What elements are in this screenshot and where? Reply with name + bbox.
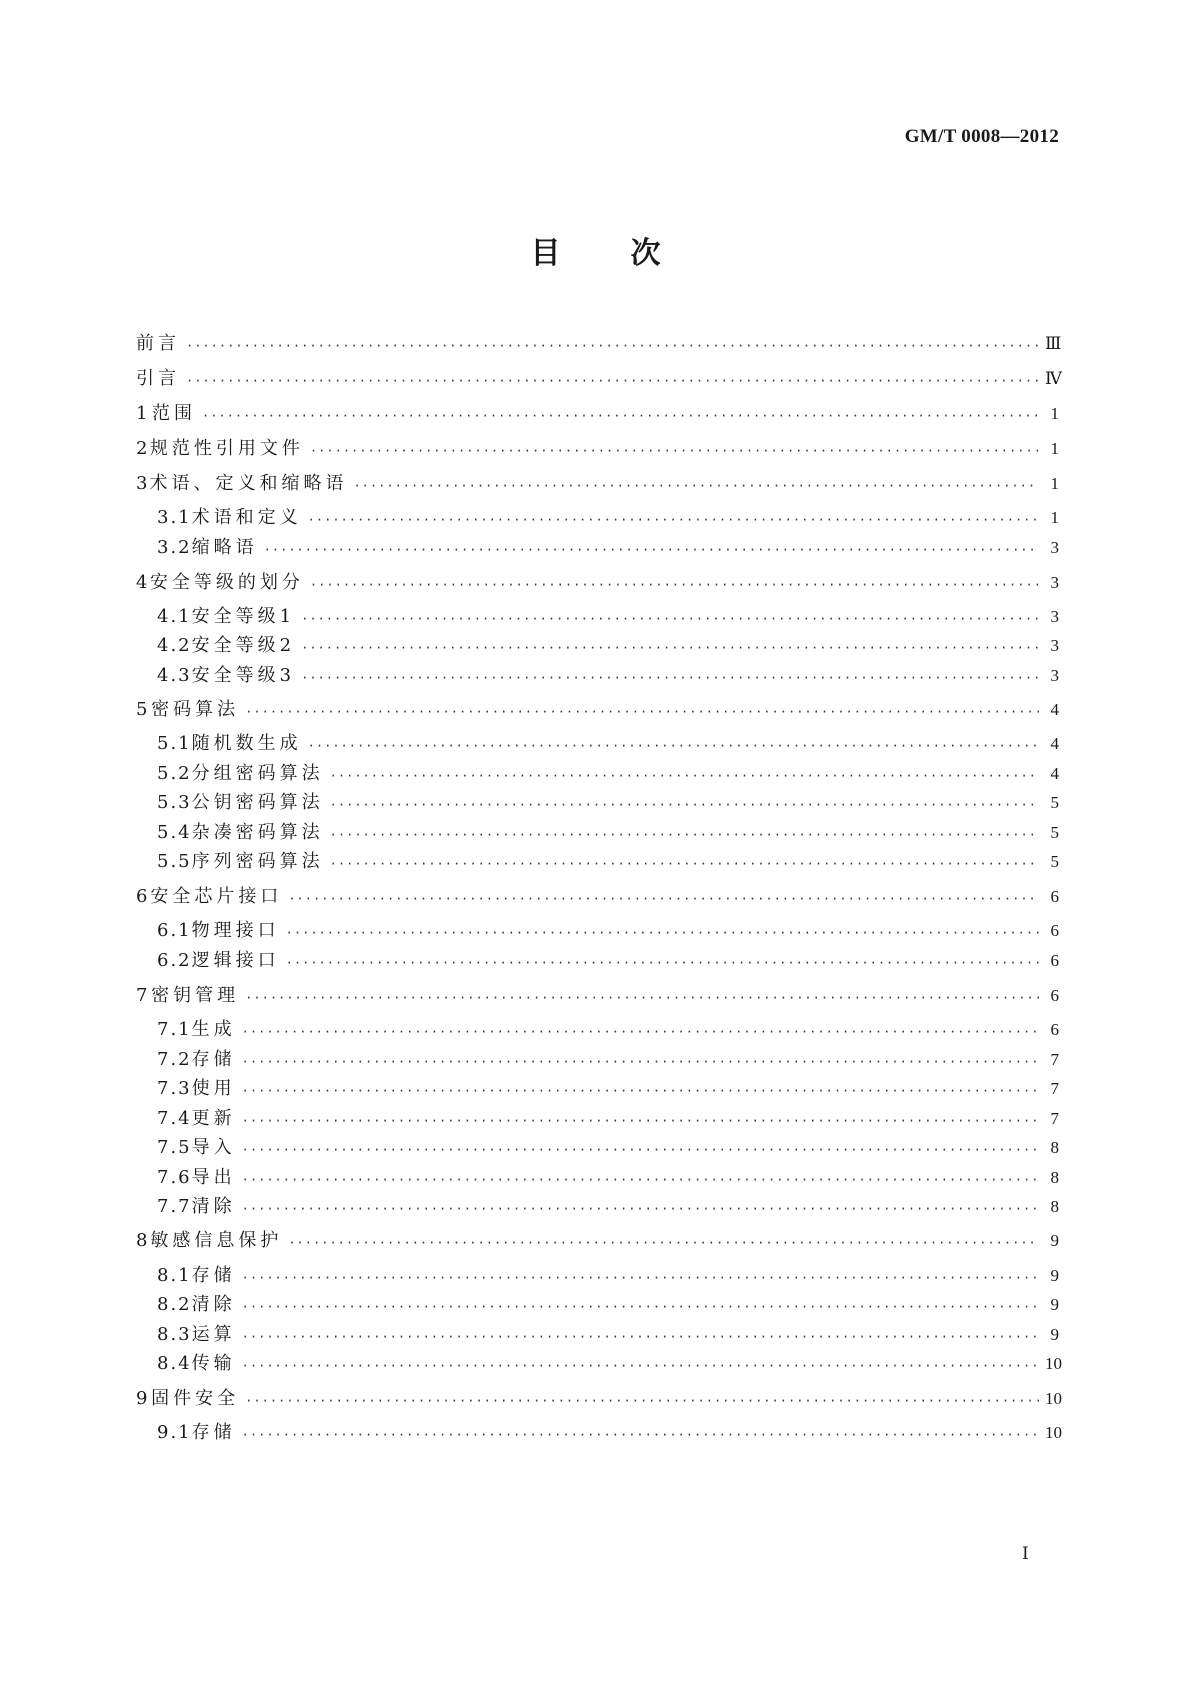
title-char-2: 次 xyxy=(630,236,661,271)
toc-dot-leader xyxy=(301,638,1039,658)
toc-entry-page: 7 xyxy=(1050,1109,1059,1128)
toc-entry-number: 5.4 xyxy=(157,822,192,843)
toc-entry-label: 规范性引用文件 xyxy=(149,438,304,459)
toc-entry-page: 3 xyxy=(1050,607,1059,626)
toc-dot-leader xyxy=(264,540,1039,560)
toc-entry-number: 7.5 xyxy=(157,1137,192,1158)
toc-entry[interactable] xyxy=(136,885,1059,909)
toc-entry-number: 7.1 xyxy=(157,1019,192,1040)
toc-entry-label: 固件安全 xyxy=(151,1388,240,1409)
toc-entry-label: 敏感信息保护 xyxy=(150,1230,283,1251)
toc-dot-leader xyxy=(301,668,1039,688)
toc-entry-label: 范围 xyxy=(151,403,196,424)
toc-dot-leader xyxy=(242,1111,1039,1131)
toc-entry[interactable] xyxy=(136,571,1059,595)
toc-entry[interactable] xyxy=(136,1229,1059,1253)
toc-dot-leader xyxy=(242,1268,1039,1288)
toc-entry-page: Ⅲ xyxy=(1045,334,1062,353)
toc-entry-label: 使用 xyxy=(191,1078,236,1099)
toc-dot-leader xyxy=(242,1327,1039,1347)
toc-entry-number: 6.2 xyxy=(157,950,192,971)
standard-code: GM/T 0008—2012 xyxy=(904,126,1059,147)
toc-entry-page: 3 xyxy=(1050,636,1059,655)
toc-entry-number: 8.4 xyxy=(157,1353,192,1374)
toc-entry-label: 安全等级3 xyxy=(191,665,296,686)
toc-entry-page: 1 xyxy=(1050,439,1059,458)
toc-entry[interactable] xyxy=(136,472,1059,496)
toc-dot-leader xyxy=(288,1233,1039,1253)
toc-entry[interactable] xyxy=(136,1387,1062,1411)
toc-dot-leader xyxy=(286,953,1039,973)
toc-dot-leader xyxy=(242,1297,1039,1317)
toc-entry-page: 8 xyxy=(1050,1197,1059,1216)
toc-entry-number: 3.2 xyxy=(157,537,192,558)
toc-dot-leader xyxy=(242,1140,1039,1160)
toc-entry-label: 运算 xyxy=(191,1324,236,1345)
toc-entry-number: 8.1 xyxy=(157,1265,192,1286)
toc-dot-leader xyxy=(245,1391,1039,1411)
toc-entry[interactable] xyxy=(157,1264,1059,1288)
toc-entry-page: 5 xyxy=(1050,823,1059,842)
toc-entry-label: 生成 xyxy=(191,1019,236,1040)
toc-dot-leader xyxy=(245,702,1039,722)
toc-entry-page: 4 xyxy=(1050,734,1059,753)
toc-entry-number: 5.3 xyxy=(157,792,192,813)
toc-entry-page: 1 xyxy=(1050,474,1059,493)
toc-entry[interactable] xyxy=(136,332,1062,356)
toc-entry[interactable] xyxy=(157,850,1059,874)
toc-entry-page: 10 xyxy=(1045,1389,1062,1408)
toc-entry-number: 3.1 xyxy=(157,507,192,528)
toc-entry-label: 导入 xyxy=(191,1137,236,1158)
toc-entry[interactable] xyxy=(157,791,1059,815)
toc-dot-leader xyxy=(202,406,1039,426)
toc-entry-number: 7.6 xyxy=(157,1167,192,1188)
toc-entry-label: 存储 xyxy=(191,1422,236,1443)
toc-entry-number: 7.7 xyxy=(157,1196,192,1217)
toc-entry-number: 5 xyxy=(136,699,150,720)
toc-dot-leader xyxy=(308,736,1039,756)
toc-entry[interactable] xyxy=(157,506,1059,530)
toc-entry-page: 8 xyxy=(1050,1168,1059,1187)
toc-entry-label: 清除 xyxy=(191,1294,236,1315)
toc-dot-leader xyxy=(242,1356,1039,1376)
toc-entry-page: 6 xyxy=(1050,921,1059,940)
toc-entry-label: 传输 xyxy=(191,1353,236,1374)
toc-entry-label: 存储 xyxy=(191,1049,236,1070)
toc-entry-label: 公钥密码算法 xyxy=(191,792,324,813)
toc-entry-number: 8 xyxy=(136,1230,150,1251)
toc-entry[interactable] xyxy=(136,367,1062,391)
toc-entry-label: 前言 xyxy=(136,333,180,354)
toc-entry-label: 安全等级2 xyxy=(191,635,296,656)
toc-entry[interactable] xyxy=(136,984,1059,1008)
toc-entry[interactable] xyxy=(157,821,1059,845)
toc-dot-leader xyxy=(242,1425,1039,1445)
toc-entry-label: 引言 xyxy=(136,368,180,389)
toc-entry[interactable] xyxy=(157,605,1059,629)
toc-entry-page: Ⅳ xyxy=(1045,369,1062,388)
toc-entry-number: 4.1 xyxy=(157,606,192,627)
toc-entry[interactable] xyxy=(157,732,1059,756)
toc-entry-page: 3 xyxy=(1050,573,1059,592)
toc-dot-leader xyxy=(353,476,1039,496)
toc-entry[interactable] xyxy=(157,1166,1059,1190)
toc-entry-label: 物理接口 xyxy=(191,920,280,941)
toc-entry-number: 8.2 xyxy=(157,1294,192,1315)
toc-entry-label: 密码算法 xyxy=(151,699,240,720)
toc-entry[interactable] xyxy=(157,1018,1059,1042)
toc-entry-label: 安全芯片接口 xyxy=(150,886,283,907)
toc-entry-number: 2 xyxy=(136,438,150,459)
toc-dot-leader xyxy=(186,371,1039,391)
toc-dot-leader xyxy=(242,1081,1039,1101)
toc-entry-number: 9 xyxy=(136,1388,150,1409)
toc-dot-leader xyxy=(242,1052,1039,1072)
toc-dot-leader xyxy=(242,1199,1039,1219)
toc-entry-page: 5 xyxy=(1050,793,1059,812)
toc-entry[interactable] xyxy=(136,402,1059,426)
toc-dot-leader xyxy=(330,825,1039,845)
toc-entry-label: 术语、定义和缩略语 xyxy=(149,473,348,494)
toc-dot-leader xyxy=(242,1022,1039,1042)
toc-dot-leader xyxy=(330,795,1039,815)
toc-entry-number: 5.5 xyxy=(157,851,192,872)
toc-entry-label: 安全等级1 xyxy=(191,606,296,627)
toc-dot-leader xyxy=(330,854,1039,874)
toc-entry-page: 10 xyxy=(1045,1354,1062,1373)
title-char-1: 目 xyxy=(530,236,561,271)
toc-entry[interactable] xyxy=(157,1323,1059,1347)
toc-entry-page: 5 xyxy=(1050,852,1059,871)
toc-entry-label: 安全等级的划分 xyxy=(149,572,304,593)
toc-entry-page: 6 xyxy=(1050,1020,1059,1039)
toc-dot-leader xyxy=(286,923,1039,943)
toc-entry-label: 逻辑接口 xyxy=(191,950,280,971)
toc-entry-label: 更新 xyxy=(191,1108,236,1129)
toc-entry-number: 7.3 xyxy=(157,1078,192,1099)
toc-entry-label: 存储 xyxy=(191,1265,236,1286)
toc-entry-page: 6 xyxy=(1050,986,1059,1005)
page-number: Ⅰ xyxy=(1022,1544,1029,1563)
toc-entry-label: 清除 xyxy=(191,1196,236,1217)
toc-entry[interactable] xyxy=(157,1352,1062,1376)
toc-entry-page: 4 xyxy=(1050,700,1059,719)
toc-entry-number: 7 xyxy=(136,985,150,1006)
toc-entry-number: 7.2 xyxy=(157,1049,192,1070)
toc-entry-page: 3 xyxy=(1050,666,1059,685)
toc-entry-page: 8 xyxy=(1050,1138,1059,1157)
toc-dot-leader xyxy=(310,575,1039,595)
toc-entry-number: 4.3 xyxy=(157,665,192,686)
toc-entry-number: 4 xyxy=(136,572,150,593)
toc-entry[interactable] xyxy=(157,762,1059,786)
toc-entry-page: 6 xyxy=(1050,887,1059,906)
toc-entry[interactable] xyxy=(136,437,1059,461)
toc-entry-page: 10 xyxy=(1045,1423,1062,1442)
toc-entry[interactable] xyxy=(136,698,1059,722)
toc-entry-number: 3 xyxy=(136,473,150,494)
toc-entry-page: 6 xyxy=(1050,951,1059,970)
toc-entry-number: 4.2 xyxy=(157,635,192,656)
toc-entry[interactable] xyxy=(157,664,1059,688)
toc-dot-leader xyxy=(310,441,1039,461)
toc-entry[interactable] xyxy=(157,536,1059,560)
toc-dot-leader xyxy=(242,1170,1039,1190)
toc-entry[interactable] xyxy=(157,1195,1059,1219)
toc-entry[interactable] xyxy=(157,1107,1059,1131)
toc-entry-page: 9 xyxy=(1050,1295,1059,1314)
toc-dot-leader xyxy=(245,988,1039,1008)
toc-entry-page: 1 xyxy=(1050,404,1059,423)
toc-dot-leader xyxy=(288,889,1039,909)
toc-entry[interactable] xyxy=(157,1293,1059,1317)
toc-entry-page: 9 xyxy=(1050,1266,1059,1285)
toc-entry-page: 7 xyxy=(1050,1079,1059,1098)
toc-entry-number: 1 xyxy=(136,403,150,424)
toc-entry-label: 密钥管理 xyxy=(151,985,240,1006)
toc-entry[interactable] xyxy=(157,1136,1059,1160)
toc-entry[interactable] xyxy=(157,1048,1059,1072)
toc-entry-label: 术语和定义 xyxy=(191,507,302,528)
toc-entry-page: 7 xyxy=(1050,1050,1059,1069)
toc-entry-number: 8.3 xyxy=(157,1324,192,1345)
toc-entry-page: 1 xyxy=(1050,508,1059,527)
toc-entry-label: 导出 xyxy=(191,1167,236,1188)
page-title xyxy=(0,228,1191,272)
toc-entry-label: 序列密码算法 xyxy=(191,851,324,872)
toc-dot-leader xyxy=(186,336,1039,356)
toc-entry-page: 3 xyxy=(1050,538,1059,557)
toc-entry-label: 杂凑密码算法 xyxy=(191,822,324,843)
toc-entry[interactable] xyxy=(157,919,1059,943)
toc-entry[interactable] xyxy=(157,634,1059,658)
toc-dot-leader xyxy=(308,510,1039,530)
toc-entry-number: 5.2 xyxy=(157,763,192,784)
toc-entry-number: 7.4 xyxy=(157,1108,192,1129)
toc-dot-leader xyxy=(301,609,1039,629)
toc-entry-number: 5.1 xyxy=(157,733,192,754)
toc-entry[interactable] xyxy=(157,949,1059,973)
toc-entry-label: 随机数生成 xyxy=(191,733,302,754)
toc-entry[interactable] xyxy=(157,1421,1062,1445)
toc-entry-number: 9.1 xyxy=(157,1422,192,1443)
toc-entry-number: 6 xyxy=(136,886,150,907)
toc-entry-label: 缩略语 xyxy=(191,537,258,558)
toc-entry-page: 9 xyxy=(1050,1325,1059,1344)
toc-entry[interactable] xyxy=(157,1077,1059,1101)
toc-entry-label: 分组密码算法 xyxy=(191,763,324,784)
toc-entry-page: 4 xyxy=(1050,764,1059,783)
toc-entry-page: 9 xyxy=(1050,1231,1059,1250)
toc-entry-number: 6.1 xyxy=(157,920,192,941)
toc-dot-leader xyxy=(330,766,1039,786)
